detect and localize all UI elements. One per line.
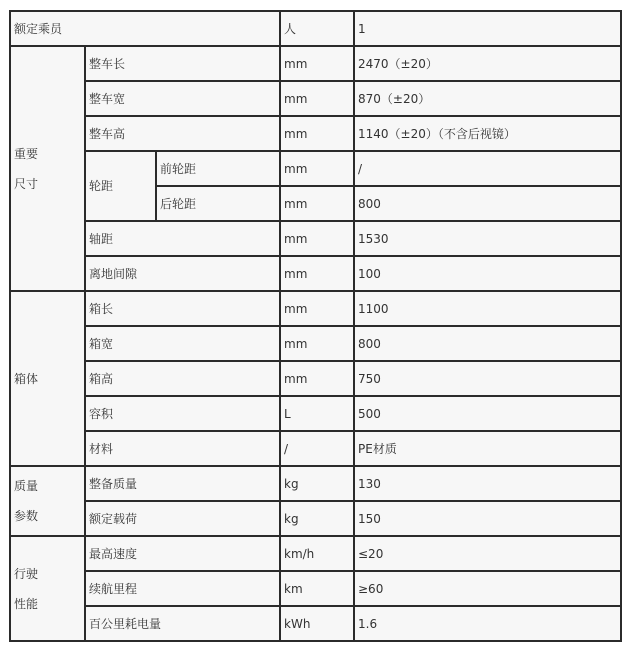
box-length-unit: mm: [280, 291, 354, 326]
group-dimensions-line2: 尺寸: [14, 176, 39, 191]
material-value: PE材质: [354, 431, 621, 466]
volume-value: 500: [354, 396, 621, 431]
box-length-value: 1100: [354, 291, 621, 326]
table-row: [10, 116, 621, 151]
table-row: [10, 361, 621, 396]
range-label: 续航里程: [85, 571, 280, 606]
max-speed-value: ≤20: [354, 536, 621, 571]
height-label: 整车高: [85, 116, 280, 151]
table-row: [10, 536, 621, 571]
height-value: 1140（±20）（不含后视镜）: [354, 116, 621, 151]
rated-load-label: 额定载荷: [85, 501, 280, 536]
length-value: 2470（±20）: [354, 46, 621, 81]
energy-value: 1.6: [354, 606, 621, 641]
table-row: [10, 151, 621, 186]
volume-label: 容积: [85, 396, 280, 431]
range-value: ≥60: [354, 571, 621, 606]
width-unit: mm: [280, 81, 354, 116]
ground-clearance-unit: mm: [280, 256, 354, 291]
front-track-value: /: [354, 151, 621, 186]
box-height-unit: mm: [280, 361, 354, 396]
spec-table: [9, 10, 622, 642]
curb-weight-unit: kg: [280, 466, 354, 501]
box-length-label: 箱长: [85, 291, 280, 326]
group-mass: [10, 466, 85, 536]
group-driving-line1: 行驶: [14, 566, 39, 581]
group-mass-line1: 质量: [14, 479, 39, 493]
passengers-label: 额定乘员: [10, 11, 280, 46]
table-row: [10, 46, 621, 81]
material-label: 材料: [85, 431, 280, 466]
ground-clearance-label: 离地间隙: [85, 256, 280, 291]
rear-track-unit: mm: [280, 186, 354, 221]
max-speed-unit: km/h: [280, 536, 354, 571]
table-row: [10, 256, 621, 291]
table-row: [10, 431, 621, 466]
table-row: [10, 606, 621, 641]
table-row: [10, 396, 621, 431]
group-driving: [10, 536, 85, 641]
box-width-label: 箱宽: [85, 326, 280, 361]
box-height-value: 750: [354, 361, 621, 396]
rated-load-unit: kg: [280, 501, 354, 536]
table-row: [10, 221, 621, 256]
wheelbase-value: 1530: [354, 221, 621, 256]
rear-track-value: 800: [354, 186, 621, 221]
front-track-label: 前轮距: [156, 151, 280, 186]
table-row: [10, 291, 621, 326]
passengers-unit: 人: [280, 11, 354, 46]
group-box: 箱体: [10, 291, 85, 466]
group-dimensions-line1: 重要: [14, 146, 39, 161]
width-label: 整车宽: [85, 81, 280, 116]
wheelbase-unit: mm: [280, 221, 354, 256]
front-track-unit: mm: [280, 151, 354, 186]
table-row: [10, 326, 621, 361]
group-mass-line2: 参数: [14, 509, 39, 523]
length-unit: mm: [280, 46, 354, 81]
box-width-value: 800: [354, 326, 621, 361]
height-unit: mm: [280, 116, 354, 151]
table-row: [10, 11, 621, 46]
table-row: [10, 571, 621, 606]
passengers-value: 1: [354, 11, 621, 46]
curb-weight-label: 整备质量: [85, 466, 280, 501]
width-value: 870（±20）: [354, 81, 621, 116]
table-row: [10, 501, 621, 536]
wheelbase-label: 轴距: [85, 221, 280, 256]
range-unit: km: [280, 571, 354, 606]
max-speed-label: 最高速度: [85, 536, 280, 571]
table-row: [10, 81, 621, 116]
length-label: 整车长: [85, 46, 280, 81]
rear-track-label: 后轮距: [156, 186, 280, 221]
volume-unit: L: [280, 396, 354, 431]
group-track: 轮距: [85, 151, 156, 221]
ground-clearance-value: 100: [354, 256, 621, 291]
box-width-unit: mm: [280, 326, 354, 361]
material-unit: /: [280, 431, 354, 466]
box-height-label: 箱高: [85, 361, 280, 396]
rated-load-value: 150: [354, 501, 621, 536]
energy-unit: kWh: [280, 606, 354, 641]
group-dimensions: [10, 46, 85, 291]
curb-weight-value: 130: [354, 466, 621, 501]
energy-label: 百公里耗电量: [85, 606, 280, 641]
group-driving-line2: 性能: [14, 596, 39, 611]
table-row: [10, 466, 621, 501]
